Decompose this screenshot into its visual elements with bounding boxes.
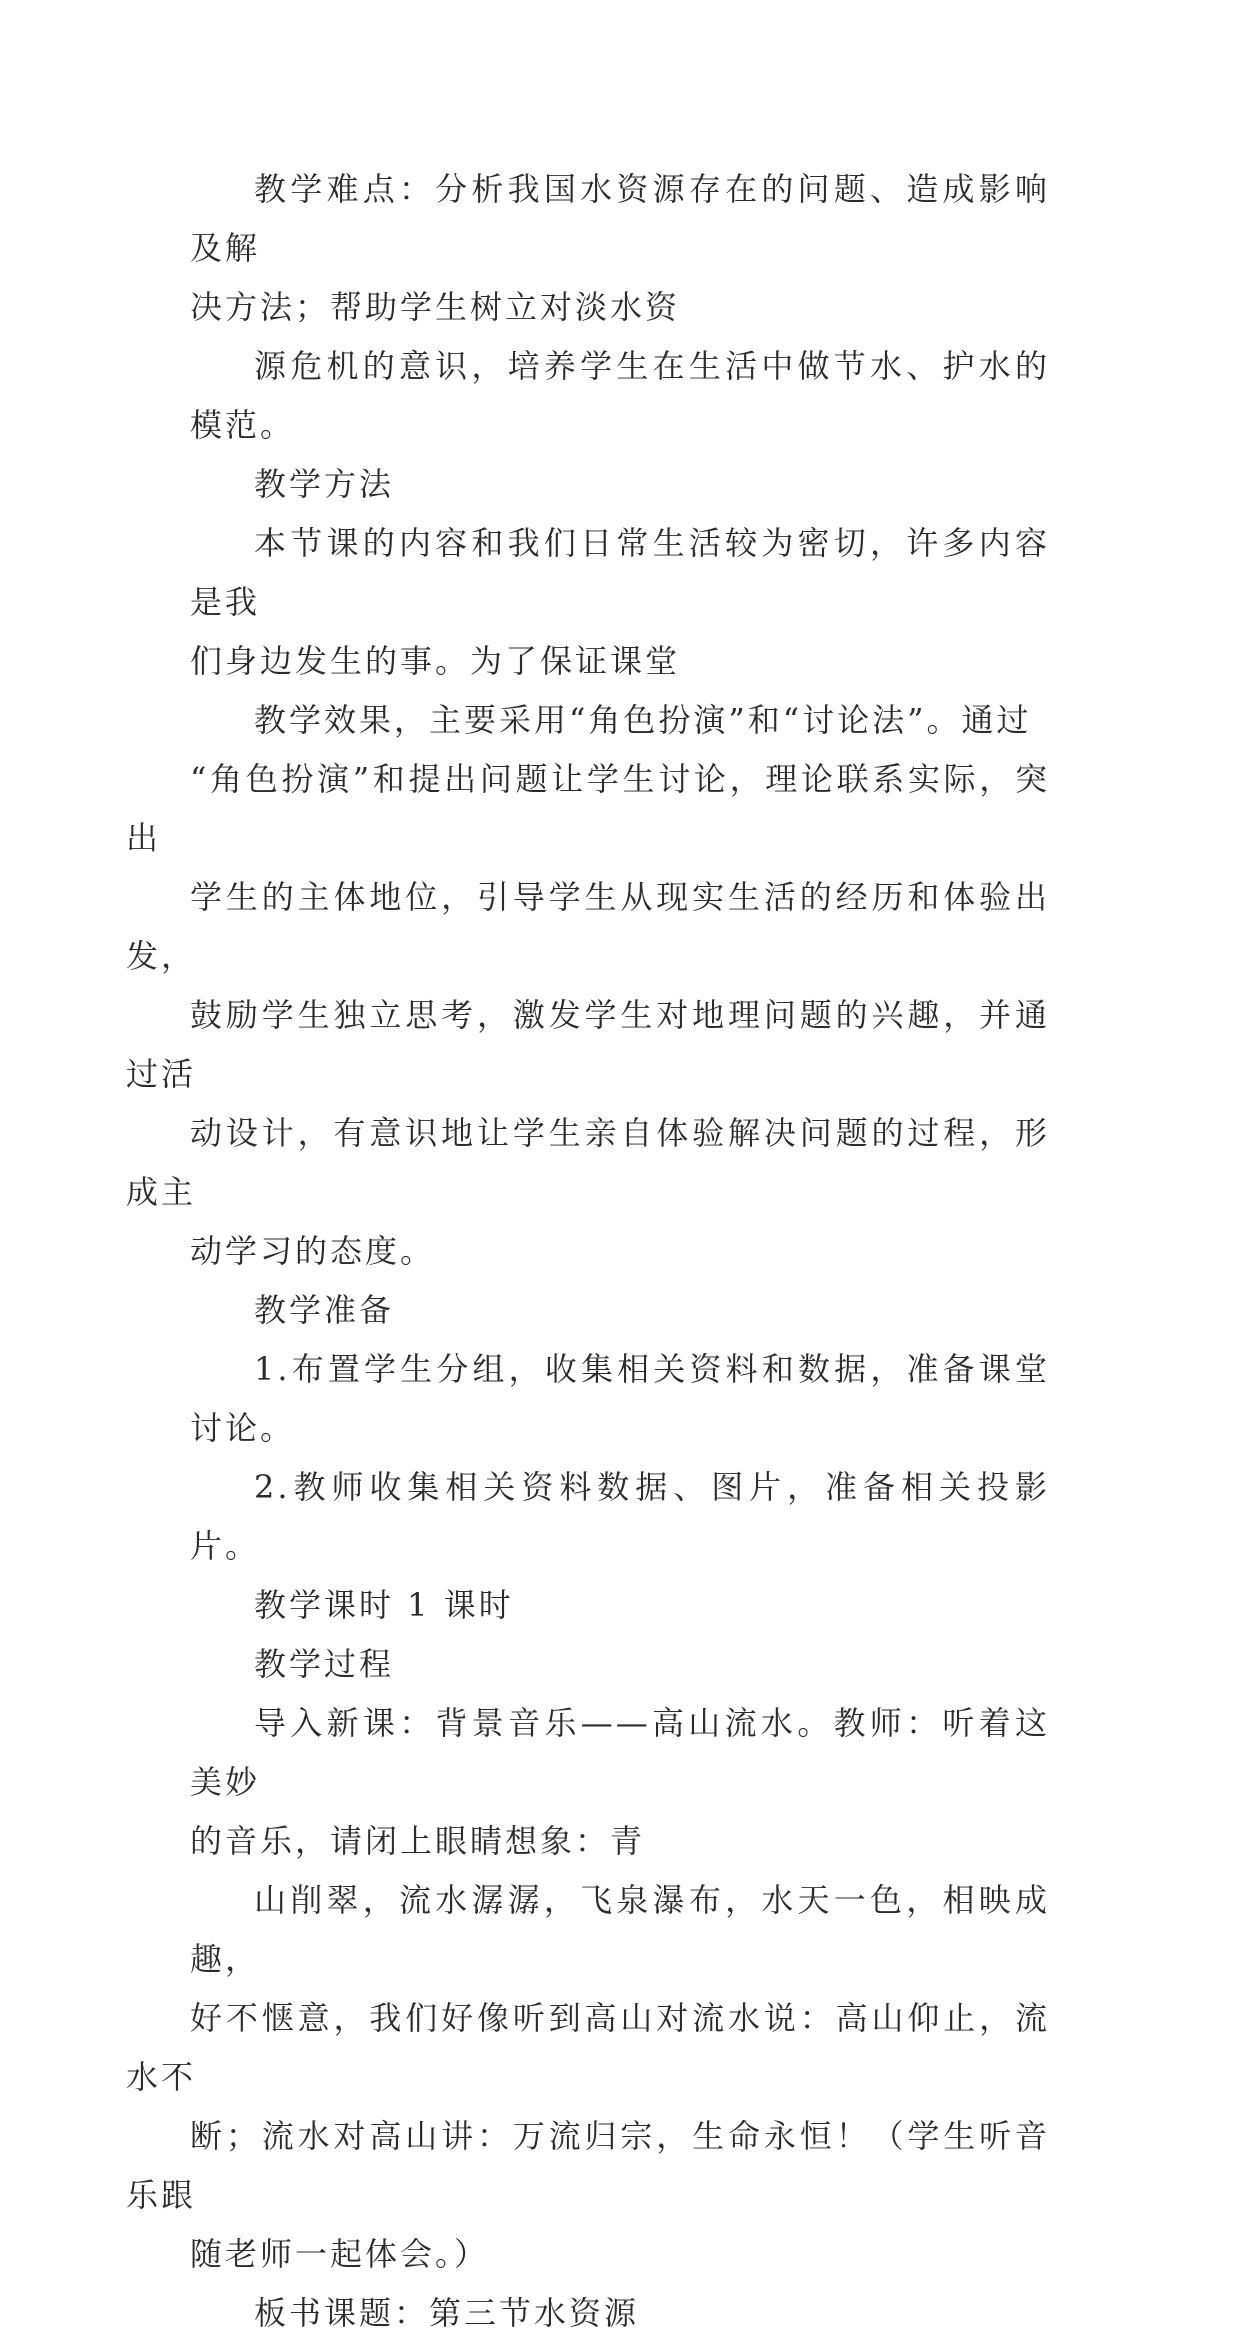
text-line: 2.教师收集相关资料数据、图片，准备相关投影片。 xyxy=(190,1468,1050,1565)
paragraph-scenery xyxy=(126,1871,1050,2284)
paragraph-introduction xyxy=(190,1694,1050,1871)
text-line: 学生的主体地位，引导学生从现实生活的经历和体验出发， xyxy=(126,878,1050,975)
text-line: 本节课的内容和我们日常生活较为密切，许多内容是我 xyxy=(190,524,1050,621)
text-line: 教学效果，主要采用“角色扮演”和“讨论法”。通过 xyxy=(254,701,1032,739)
heading-teaching-preparation xyxy=(190,1281,1050,1340)
text-line: 教学过程 xyxy=(254,1645,395,1683)
text-line: 的音乐，请闭上眼睛想象：青 xyxy=(190,1822,646,1860)
text-line: 板书课题：第三节水资源 xyxy=(254,2294,640,2332)
document-body xyxy=(126,160,1050,2343)
text-line: 动设计，有意识地让学生亲自体验解决问题的过程，形成主 xyxy=(126,1114,1050,1211)
text-line: 1.布置学生分组，收集相关资料和数据，准备课堂讨论。 xyxy=(190,1350,1050,1447)
text-line: 导入新课：背景音乐——高山流水。教师：听着这美妙 xyxy=(190,1704,1050,1801)
paragraph-class-hours xyxy=(190,1576,1050,1635)
paragraph-teaching-difficulty xyxy=(190,160,1050,337)
paragraph-teaching-effect xyxy=(126,691,1050,1281)
text-line: “角色扮演”和提出问题让学生讨论，理论联系实际，突出 xyxy=(126,760,1050,857)
text-line: 教学准备 xyxy=(254,1291,395,1329)
text-line: 教学课时 1 课时 xyxy=(254,1586,514,1624)
text-line: 源危机的意识，培养学生在生活中做节水、护水的模范。 xyxy=(190,347,1050,444)
text-line: 们身边发生的事。为了保证课堂 xyxy=(190,642,681,680)
text-line: 随老师一起体会。） xyxy=(190,2235,490,2273)
text-line: 决方法；帮助学生树立对淡水资 xyxy=(190,288,681,326)
paragraph-water-crisis-awareness xyxy=(190,337,1050,455)
heading-teaching-method xyxy=(190,455,1050,514)
text-line: 教学方法 xyxy=(254,465,395,503)
text-line: 动学习的态度。 xyxy=(190,1232,436,1270)
heading-teaching-process xyxy=(190,1635,1050,1694)
text-line: 鼓励学生独立思考，激发学生对地理问题的兴趣，并通过活 xyxy=(126,996,1050,1093)
text-line: 山削翠，流水潺潺，飞泉瀑布，水天一色，相映成趣， xyxy=(190,1881,1050,1978)
paragraph-board-title xyxy=(190,2284,1050,2343)
text-line: 断；流水对高山讲：万流归宗，生命永恒！（学生听音乐跟 xyxy=(126,2117,1050,2214)
text-line: 好不惬意，我们好像听到高山对流水说：高山仰止，流水不 xyxy=(126,1999,1050,2096)
list-item-preparation-1 xyxy=(190,1340,1050,1458)
list-item-preparation-2 xyxy=(190,1458,1050,1576)
paragraph-lesson-content xyxy=(190,514,1050,691)
text-line: 教学难点：分析我国水资源存在的问题、造成影响及解 xyxy=(190,170,1050,267)
